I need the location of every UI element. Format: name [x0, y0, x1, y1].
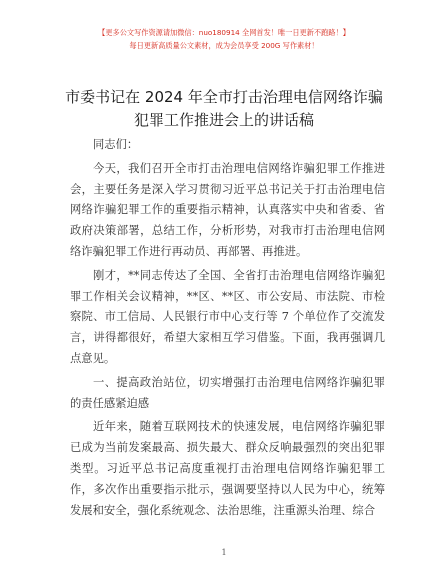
document-body: [70, 135, 385, 521]
promo-banner-line-2: 每日更新高质量公文素材，成为会员享受 200G 写作素材！: [129, 41, 319, 50]
document-title: [40, 86, 408, 132]
page-number: 1: [221, 548, 227, 557]
section-heading-1: 一、提高政治站位，切实增强打击治理电信网络诈骗犯罪的责任感紧迫感: [70, 375, 385, 410]
paragraph-opening: 今天，我们召开全市打击治理电信网络诈骗犯罪工作推进会，主要任务是深入学习贯彻习近平总书记关于打击治理电信网络诈骗犯罪工作的重要指示精神，认真落实中央和省委、省政府决策部署，总结工作，分析形势，对我市打击治理电信网络诈骗犯罪工作进行再动员、再部署、再推进。: [70, 161, 385, 258]
paragraph-section-1: 近年来，随着互联网技术的快速发展，电信网络诈骗犯罪已成为当前发案最高、损失最大、群众反响最强烈的突出犯罪类型。习近平总书记高度重视打击治理电信网络诈骗犯罪工作，多次作出重要指示批示，强调要坚持以人民为中心，统筹发展和安全，强化系统观念、法治思维，注重源头治理、综合: [70, 420, 385, 517]
paragraph-meeting-remarks: 刚才，**同志传达了全国、全省打击治理电信网络诈骗犯罪工作相关会议精神，**区、**区、市公安局、市法院、市检察院、市工信局、人民银行市中心支行等 7 个单位作了交流发言，讲得都很好，希望大家相互学习借鉴。下面，我再强调几点意见。: [70, 268, 385, 365]
title-line-2: 犯罪工作推进会上的讲话稿: [133, 111, 314, 129]
salutation: 同志们：: [93, 138, 139, 151]
promo-banner-line-1: 【更多公文写作资源请加微信：nuo180914 全网首发！唯一日更新不跑路！】: [98, 28, 350, 37]
title-line-1: 市委书记在 2024 年全市打击治理电信网络诈骗: [65, 88, 383, 106]
